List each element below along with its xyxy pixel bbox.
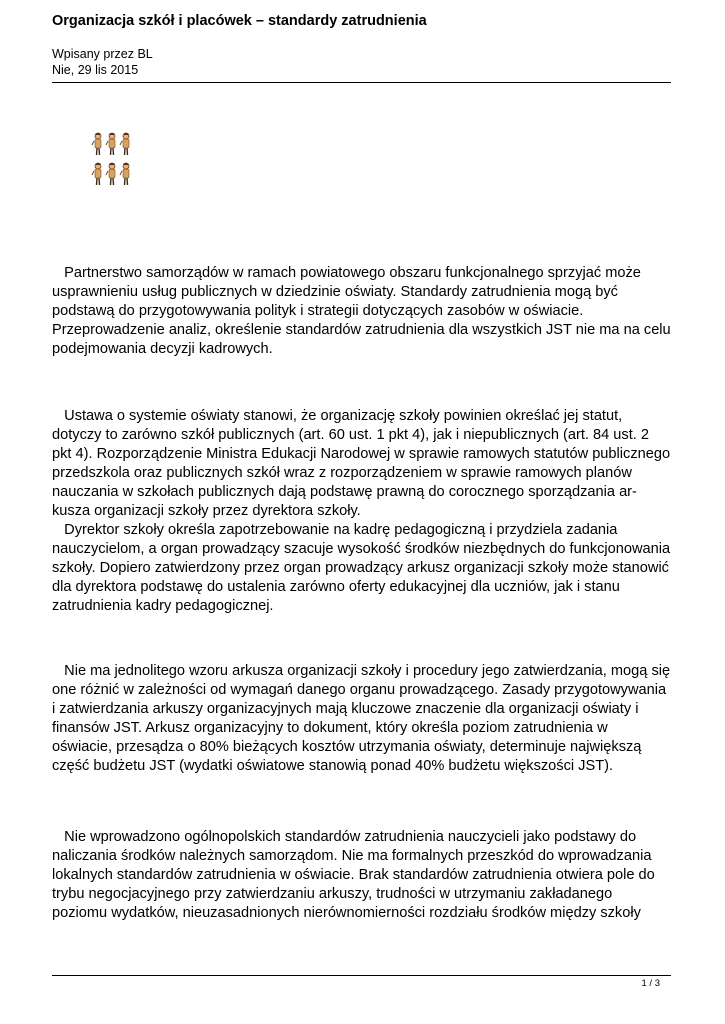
person-icon [106, 133, 115, 155]
paragraph-line: Partnerstwo samorządów w ramach powiatowego obszaru funkcjonalnego sprzyjać może [52, 265, 641, 281]
group-of-people-icon [88, 128, 136, 192]
footer-divider [52, 975, 671, 976]
paragraph-line: Przeprowadzenie analiz, określenie standardów zatrudnienia dla wszystkich JST nie ma na celu [52, 322, 671, 338]
paragraph-line: naliczania środków należnych samorządom. Nie ma formalnych przeszkód do wprowadzania [52, 848, 652, 864]
paragraph-line: szkoły. Dopiero zatwierdzony przez organ prowadzący arkusz organizacji szkoły może stanowić [52, 560, 669, 576]
paragraph-line: i zatwierdzania arkuszy organizacyjnych mają kluczowe znaczenie dla organizacji oświaty i [52, 701, 639, 717]
paragraph-line: przedszkola oraz publicznych szkół wraz z rozporządzeniem w sprawie ramowych planów [52, 465, 632, 481]
header-divider [52, 82, 671, 83]
paragraph-line: dla dyrektora podstawę do ustalenia zarówno oferty edukacyjnej dla uczniów, jak i stanu [52, 579, 620, 595]
paragraph-line: oświacie, przesądza o 80% bieżących kosztów utrzymania oświaty, determinuje największą [52, 739, 642, 755]
paragraph-line: Ustawa o systemie oświaty stanowi, że organizację szkoły powinien określać jej statut, [52, 408, 623, 424]
paragraph-line: kusza organizacji szkoły przez dyrektora szkoły. [52, 503, 361, 519]
paragraph-line: Nie wprowadzono ogólnopolskich standardów zatrudnienia nauczycieli jako podstawy do [52, 829, 637, 845]
person-icon [92, 133, 101, 155]
paragraph-line: Dyrektor szkoły określa zapotrzebowanie na kadrę pedagogiczną i przydziela zadania [52, 522, 618, 538]
person-icon [120, 163, 129, 185]
paragraph-line: nauczycielom, a organ prowadzący szacuje wysokość środków niezbędnych do funkcjonowania [52, 541, 671, 557]
paragraph-line: nauczania w szkołach publicznych dają podstawę prawną do corocznego sporządzania ar- [52, 484, 637, 500]
paragraph-line: zatrudnienia kadry pedagogicznej. [52, 598, 274, 614]
paragraph-line: Nie ma jednolitego wzoru arkusza organizacji szkoły i procedury jego zatwierdzania, mogą się [52, 663, 671, 679]
person-icon [106, 163, 115, 185]
paragraph-line: dotyczy to zarówno szkół publicznych (art. 60 ust. 1 pkt 4), jak i niepublicznych (art. 84 ust. 2 [52, 427, 649, 443]
paragraph-line: pkt 4). Rozporządzenie Ministra Edukacji Narodowej w sprawie ramowych statutów publicznego [52, 446, 671, 462]
paragraph-line: trybu negocjacyjnego przy zatwierdzaniu arkuszy, trudności w utrzymaniu zakładanego [52, 886, 613, 902]
person-icon [92, 163, 101, 185]
paragraph-line: część budżetu JST (wydatki oświatowe stanowią ponad 40% budżetu większości JST). [52, 758, 614, 774]
author-line: Wpisany przez BL [52, 47, 153, 61]
paragraph-line: podstawą do przygotowywania polityk i strategii dotyczących zasobów w oświacie. [52, 303, 584, 319]
paragraph-line: poziomu wydatków, nieuzasadnionych nierównomierności rozdziału środków między szkoły [52, 905, 641, 921]
paragraph-line: podejmowania decyzji kadrowych. [52, 341, 273, 357]
page-number: 1 / 3 [641, 978, 660, 989]
paragraph-line: lokalnych standardów zatrudnienia w oświacie. Brak standardów zatrudnienia otwiera pole do [52, 867, 655, 883]
person-icon [120, 133, 129, 155]
paragraph-line: one różnić w zależności od wymagań danego organu prowadzącego. Zasady przygotowywania [52, 682, 667, 698]
paragraph-line: finansów JST. Arkusz organizacyjny to dokument, który określa poziom zatrudnienia w [52, 720, 608, 736]
page-title: Organizacja szkół i placówek – standardy zatrudnienia [52, 13, 427, 29]
date-line: Nie, 29 lis 2015 [52, 63, 139, 77]
paragraph-line: usprawnieniu usług publicznych w dziedzinie oświaty. Standardy zatrudnienia mogą być [52, 284, 618, 300]
